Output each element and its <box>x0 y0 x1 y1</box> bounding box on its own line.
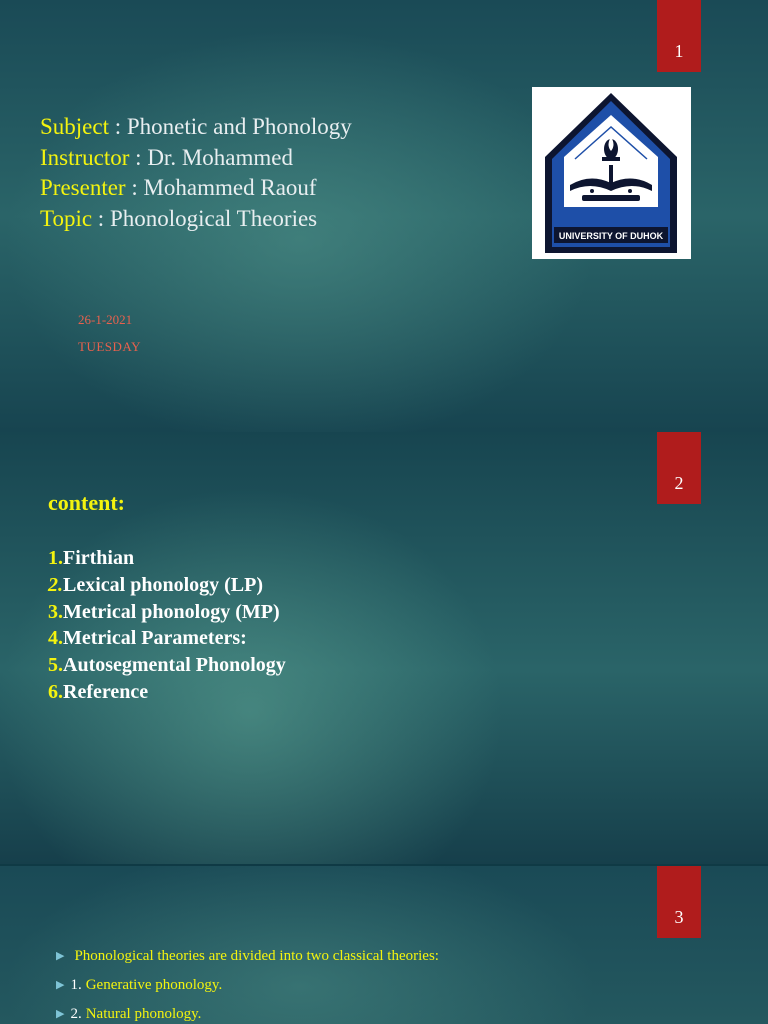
item-number: 3. <box>48 600 63 623</box>
list-item <box>48 545 286 572</box>
bullet-triangle-icon: ▶ <box>56 950 65 962</box>
list-item <box>56 1000 439 1024</box>
list-item <box>48 652 286 679</box>
list-item <box>48 625 286 652</box>
item-number: 6. <box>48 680 63 703</box>
presenter-label: Presenter <box>40 175 126 200</box>
instructor-value: Dr. Mohammed <box>147 144 293 170</box>
item-number: 4. <box>48 627 63 650</box>
logo-caption: UNIVERSITY OF DUHOK <box>558 231 664 241</box>
item-text: Lexical phonology (LP) <box>63 573 264 596</box>
item-text: Reference <box>63 680 149 703</box>
instructor-row <box>40 143 352 174</box>
day-text: TUESDAY <box>78 339 141 354</box>
university-logo-icon <box>532 87 691 259</box>
slide-3 <box>0 866 768 1024</box>
separator: : <box>92 205 110 231</box>
date-text: 26-1-2021 <box>78 312 133 327</box>
subject-value: Phonetic and Phonology <box>126 114 352 139</box>
slide-number: 1 <box>657 0 701 72</box>
slide-number: 3 <box>657 866 701 938</box>
presenter-row <box>40 173 352 204</box>
topic-value: Phonological Theories <box>109 205 318 231</box>
slide-info-block <box>40 112 352 234</box>
list-item <box>56 971 439 1000</box>
item-text: Metrical phonology (MP) <box>63 600 280 623</box>
item-text: Autosegmental Phonology <box>63 654 286 677</box>
item-number: 2. <box>48 573 63 596</box>
slide-2 <box>0 432 768 864</box>
item-text: Firthian <box>63 547 135 569</box>
topic-row <box>40 204 352 235</box>
bullet-list <box>56 942 439 1024</box>
university-logo <box>532 87 691 259</box>
item-number: 5. <box>48 654 63 677</box>
subject-row <box>40 112 352 143</box>
bullet-triangle-icon: ▶ <box>56 979 65 991</box>
content-list <box>48 545 286 706</box>
slide-number: 2 <box>657 432 701 504</box>
separator: : <box>125 175 144 200</box>
separator: : <box>109 114 127 139</box>
list-item <box>48 679 286 706</box>
item-text: Metrical Parameters: <box>63 627 247 650</box>
bullet-text: Natural phonology. <box>85 1006 202 1022</box>
list-item <box>48 599 286 626</box>
separator: : <box>129 144 148 170</box>
topic-label: Topic <box>40 205 93 231</box>
presenter-value: Mohammed Raouf <box>143 175 317 200</box>
bullet-triangle-icon: ▶ <box>56 1008 65 1020</box>
bullet-text: Generative phonology. <box>85 977 223 993</box>
bullet-text: Phonological theories are divided into two classical theories: <box>74 948 439 964</box>
instructor-label: Instructor <box>40 144 130 170</box>
slide-1 <box>0 0 768 432</box>
list-item <box>56 942 439 971</box>
date-block <box>78 306 141 360</box>
list-item <box>48 572 286 599</box>
item-number: 1. <box>48 547 63 569</box>
bullet-number: 1. <box>70 977 82 993</box>
subject-label: Subject <box>40 114 109 139</box>
bullet-number: 2. <box>70 1006 82 1022</box>
content-heading: content: <box>48 490 125 515</box>
